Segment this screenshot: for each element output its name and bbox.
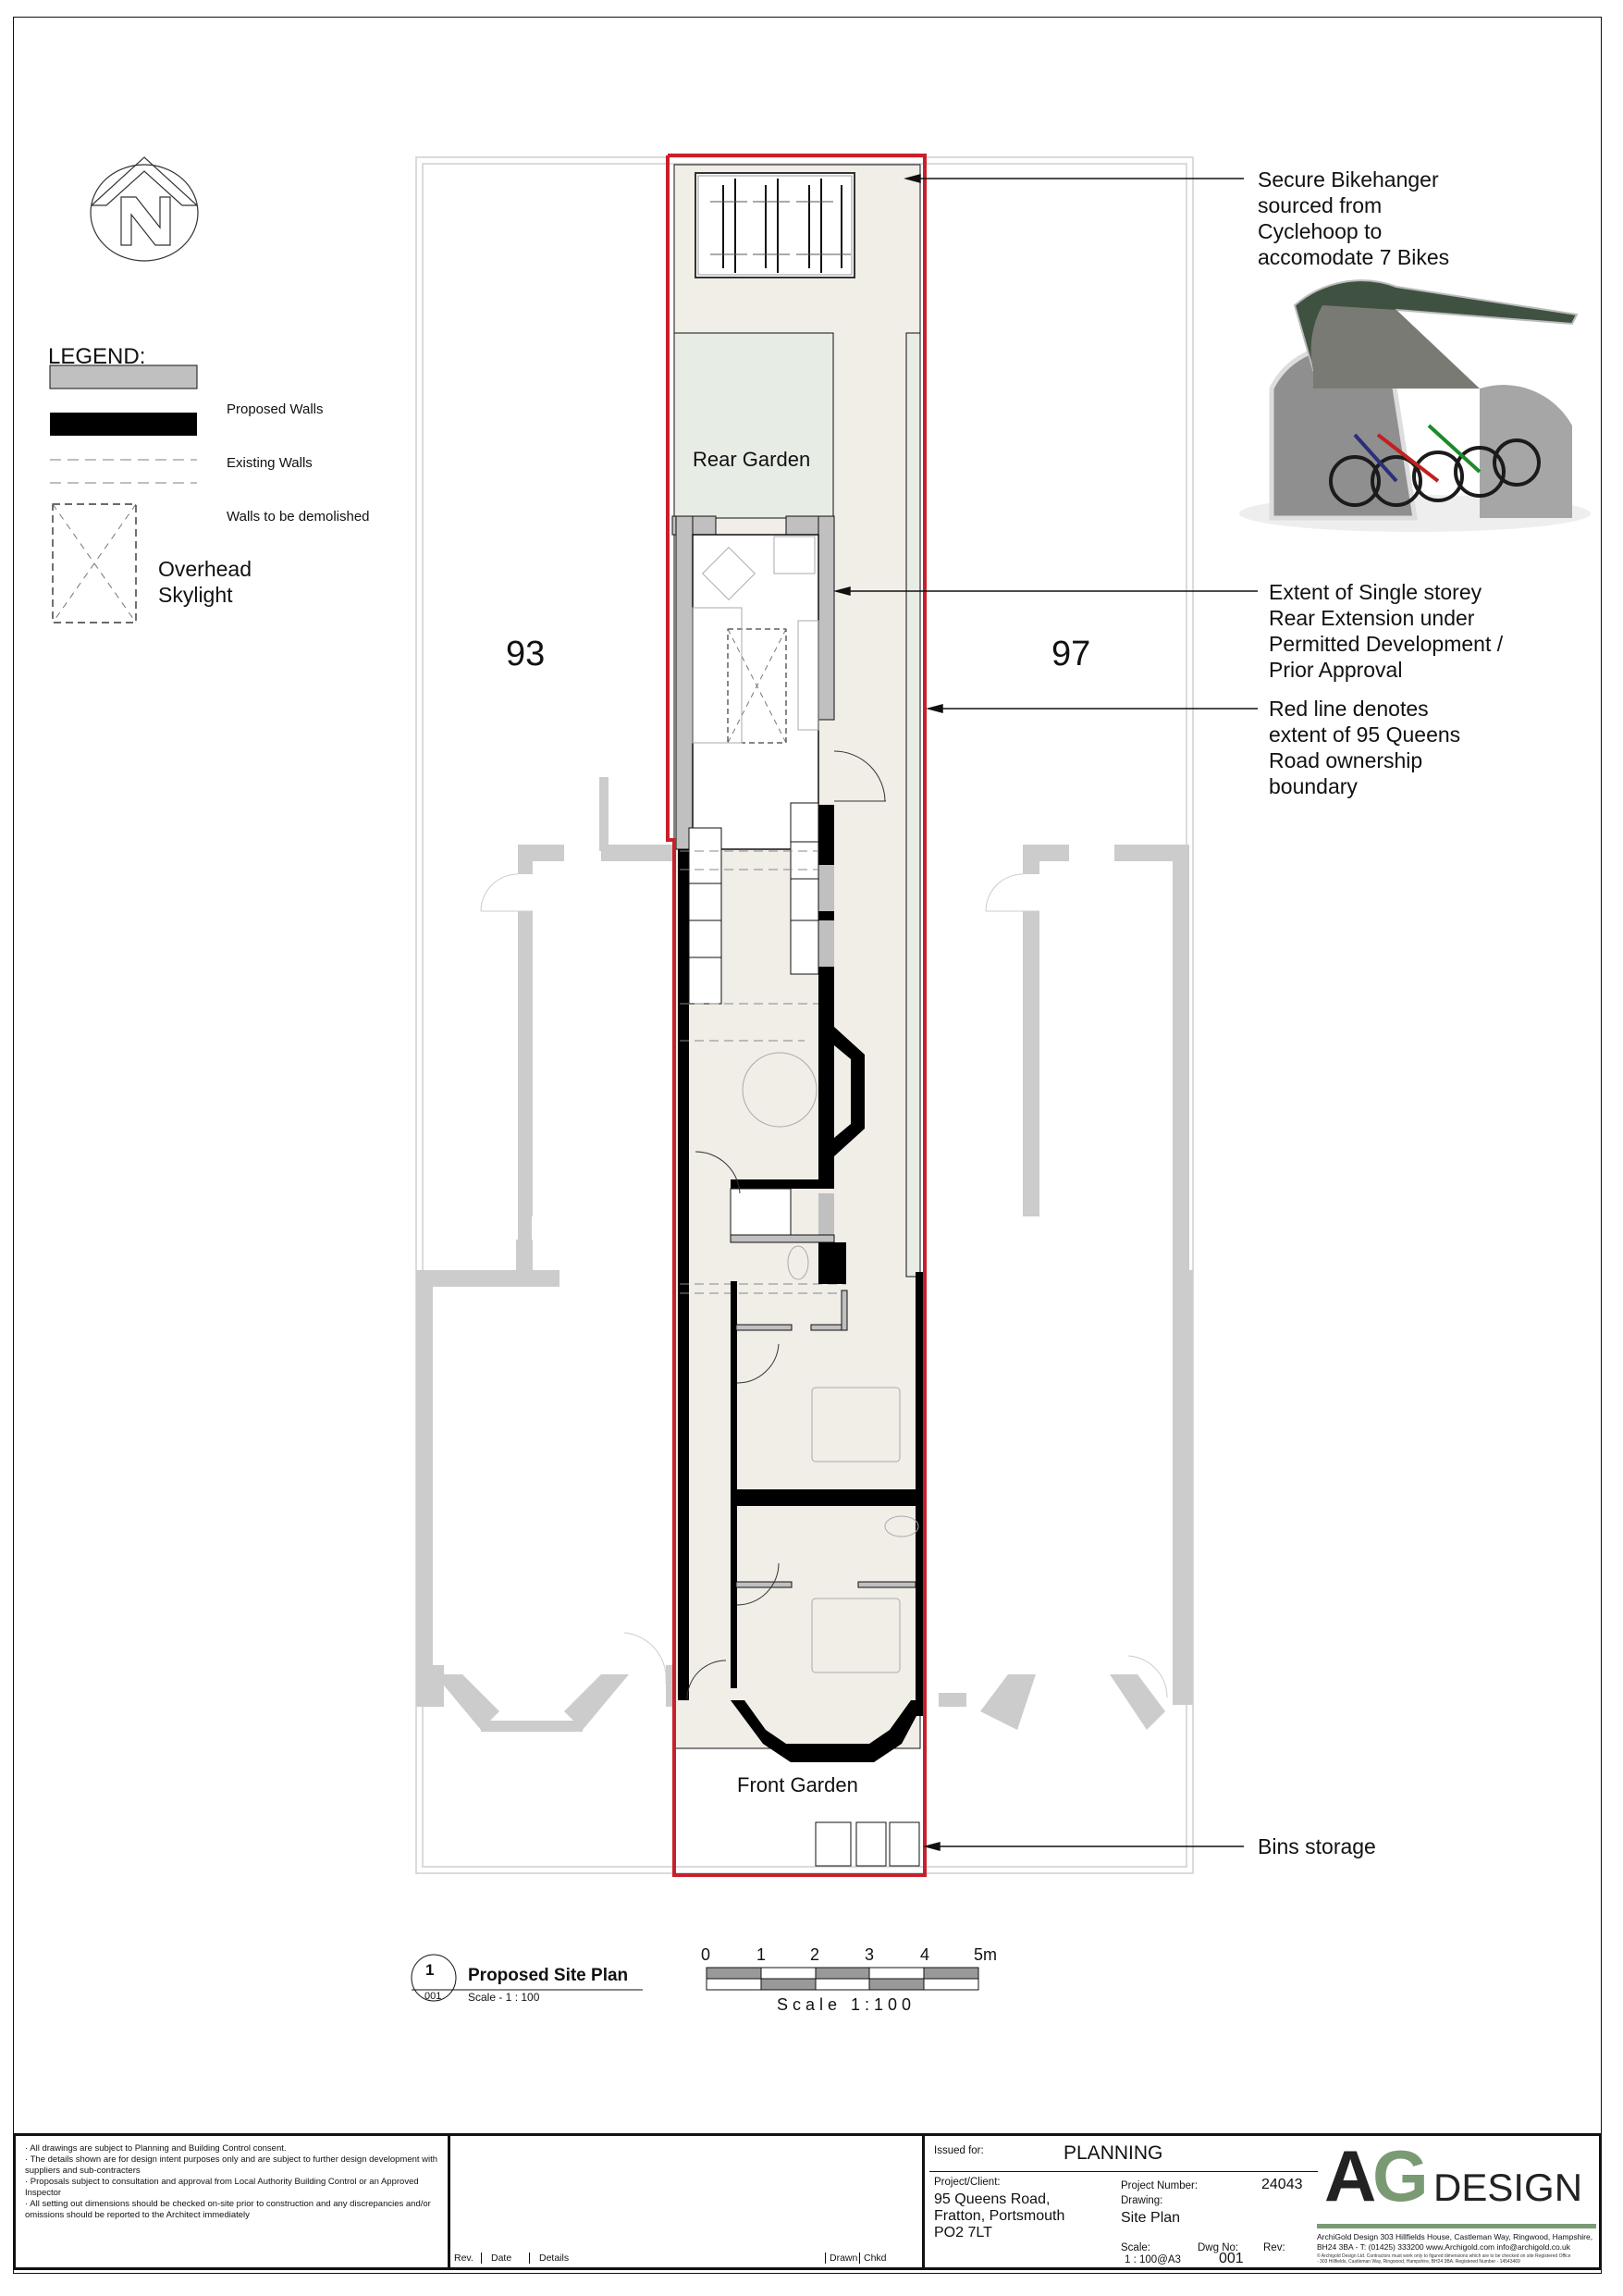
front-garden-label: Front Garden bbox=[737, 1773, 858, 1796]
revision-table bbox=[450, 2136, 925, 2267]
neighbour-97-walls bbox=[939, 845, 1193, 1730]
details-header: Details bbox=[529, 2253, 569, 2264]
scale-tick: 4 bbox=[920, 1945, 930, 1964]
callout-line: sourced from bbox=[1258, 193, 1383, 217]
callout-bins: Bins storage bbox=[1258, 1834, 1376, 1858]
note: · All drawings are subject to Planning and Building Control consent. bbox=[25, 2143, 287, 2154]
legend-proposed-walls: Proposed Walls bbox=[227, 401, 324, 417]
rear-garden-label: Rear Garden bbox=[693, 448, 811, 471]
view-scale: Scale - 1 : 100 bbox=[468, 1991, 540, 2004]
view-number: 1 bbox=[425, 1961, 435, 1979]
date-header: Date bbox=[481, 2253, 511, 2264]
drawing-value: Site Plan bbox=[1121, 2210, 1181, 2226]
callout-line: Cyclehoop to bbox=[1258, 219, 1383, 243]
legend-demolished-walls: Walls to be demolished bbox=[227, 509, 370, 525]
issued-for-value: PLANNING bbox=[1064, 2142, 1163, 2164]
scale-tick: 3 bbox=[865, 1945, 875, 1964]
revision-header bbox=[450, 2251, 922, 2264]
note: · The details shown are for design intent purposes only and are subject to further design development with suppliers and sub-contracters bbox=[25, 2154, 438, 2176]
dwg-no-value: 001 bbox=[1219, 2251, 1244, 2266]
address-line: 95 Queens Road, bbox=[934, 2191, 1051, 2207]
scale-tick: 1 bbox=[756, 1945, 767, 1964]
title-block bbox=[13, 2133, 1602, 2270]
view-sheet: 001 bbox=[424, 1991, 442, 2002]
view-title: Proposed Site Plan bbox=[468, 1966, 629, 1985]
callout-line: Secure Bikehanger bbox=[1258, 167, 1439, 191]
rev-header: Rev. bbox=[454, 2253, 473, 2264]
bikehanger-photo-icon bbox=[1239, 280, 1591, 532]
bikehanger-icon bbox=[695, 173, 855, 278]
logo-letter-a: A bbox=[1324, 2135, 1377, 2216]
legend-skylight bbox=[158, 556, 252, 608]
dwg-no-label: Dwg No: bbox=[1198, 2242, 1239, 2253]
rear-garden-area bbox=[674, 333, 833, 518]
general-notes bbox=[16, 2136, 450, 2267]
project-client-label: Project/Client: bbox=[934, 2177, 1001, 2188]
callout-line: Permitted Development / bbox=[1269, 632, 1504, 656]
neighbour-93-walls bbox=[416, 777, 675, 1732]
divider bbox=[929, 2171, 1318, 2172]
project-info bbox=[925, 2136, 1332, 2267]
legend-title: LEGEND: bbox=[48, 344, 146, 369]
scale-tick: 5m bbox=[974, 1945, 998, 1964]
note: · All setting out dimensions should be checked on-site prior to construction and any discrepancies and/or omissions should be reported to the Architect immediately bbox=[25, 2199, 431, 2220]
rev-label: Rev: bbox=[1263, 2242, 1285, 2253]
callout-red-line bbox=[1269, 696, 1460, 799]
address-line: Fratton, Portsmouth bbox=[934, 2208, 1065, 2224]
legend-skylight-line1: Overhead bbox=[158, 557, 252, 581]
project-number: 24043 bbox=[1261, 2177, 1303, 2192]
neighbour-93-label: 93 bbox=[506, 635, 546, 673]
callout-line: extent of 95 Queens bbox=[1269, 722, 1461, 747]
scale-label: Scale: bbox=[1121, 2242, 1150, 2253]
scale-tick: 0 bbox=[701, 1945, 711, 1964]
note: · Proposals subject to consultation and approval from Local Authority Building Control or an Approved Inspector bbox=[25, 2177, 419, 2198]
callout-line: Road ownership bbox=[1269, 748, 1423, 772]
issued-for-label: Issued for: bbox=[934, 2145, 984, 2156]
side-strip bbox=[906, 333, 920, 1277]
callout-line: Red line denotes bbox=[1269, 697, 1429, 721]
callout-bikehanger bbox=[1258, 167, 1449, 270]
project-number-label: Project Number: bbox=[1121, 2180, 1199, 2191]
skylight-swatch bbox=[53, 504, 136, 623]
existing-wall-swatch bbox=[50, 413, 197, 436]
logo-underline bbox=[1317, 2224, 1596, 2228]
logo-letter-g: G bbox=[1372, 2135, 1429, 2216]
neighbour-97-label: 97 bbox=[1051, 635, 1091, 673]
callout-line: Rear Extension under bbox=[1269, 606, 1475, 630]
callout-line: Prior Approval bbox=[1269, 658, 1403, 682]
scale-caption: Scale 1:100 bbox=[777, 1995, 916, 2014]
legend-existing-walls: Existing Walls bbox=[227, 455, 313, 471]
north-arrow-icon bbox=[91, 157, 198, 261]
scale-bar bbox=[707, 1968, 978, 1990]
address-line: PO2 7LT bbox=[934, 2225, 992, 2240]
company-logo-block bbox=[1315, 2136, 1602, 2267]
company-address: ArchiGold Design 303 Hillfields House, Castleman Way, Ringwood, Hampshire, bbox=[1317, 2232, 1593, 2241]
callout-line: boundary bbox=[1269, 774, 1358, 798]
logo-word: DESIGN bbox=[1433, 2166, 1583, 2209]
demolished-wall-swatch bbox=[50, 460, 197, 483]
scale-value: 1 : 100@A3 bbox=[1125, 2254, 1181, 2265]
chkd-header: Chkd bbox=[859, 2253, 887, 2264]
project-address bbox=[934, 2191, 1064, 2241]
company-legal: © Archigold Design Ltd. Contractors must work only to figured dimensions which are to be checked on site Registered Office bbox=[1317, 2253, 1571, 2259]
company-legal: - 303 Hillfields, Castleman Way, Ringwood, Hampshire, BH24 3BA. Registered Number - 14543469 bbox=[1317, 2259, 1520, 2265]
callout-line: accomodate 7 Bikes bbox=[1258, 245, 1450, 269]
company-contact: BH24 3BA - T: (01425) 333200 www.Archigold.com info@archigold.co.uk bbox=[1317, 2242, 1571, 2252]
legend-skylight-line2: Skylight bbox=[158, 583, 233, 607]
scale-tick: 2 bbox=[810, 1945, 820, 1964]
drawn-header: Drawn bbox=[825, 2253, 857, 2264]
callout-line: Extent of Single storey bbox=[1269, 580, 1482, 604]
callout-extension bbox=[1269, 579, 1503, 683]
drawing-label: Drawing: bbox=[1121, 2195, 1163, 2206]
